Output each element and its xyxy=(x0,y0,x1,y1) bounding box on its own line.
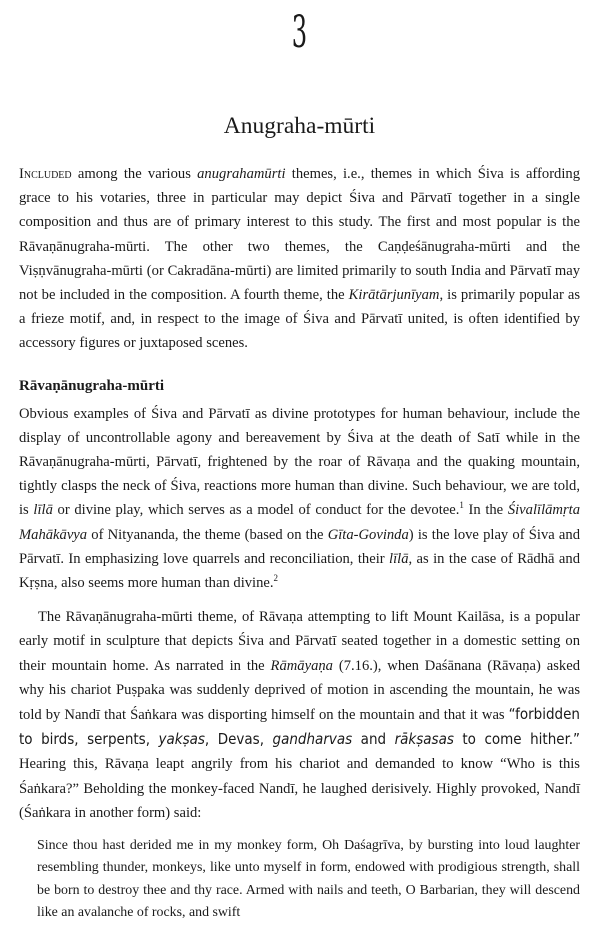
intro-paragraph: Included among the various anugrahamūrti themes, i.e., themes in which Śiva is affording grace to his votaries, three in particular may depict Śiva and Pārvatī together in a single composition and thus are of primary interest to this study. The first and most popular is the Rāvaṇānugraha-mūrti. The other two themes, the Caṇḍeśānugraha-mūrti and the Viṣṇvānugraha-mūrti (or Cakradāna-mūrti) are limited primarily to south India and Pārvatī may not be included in the composition. A fourth theme, the Kirātārjunīyam, is primarily popular as a frieze motif, and, in respect to the image of Śiva and Pārvatī united, is often identified by accessory figures or juxtaposed scenes. xyxy=(19,166,580,352)
footnote-ref-2[interactable]: 2 xyxy=(273,573,279,584)
body-paragraph-1: Obvious examples of Śiva and Pārvatī as divine prototypes for human behaviour, include the display of uncontrollable agony and bereavement by Śiva at the death of Satī while in the Rāvaṇānugraha-mūrti, Pārvatī, frightened by the roar of Rāvaṇa and the quaking mountain, tightly clasps the neck of Śiva, reactions more human than divine. Such behaviour, we are told, is līlā or divine play, which serves as a model of conduct for the devotee.$^1$ In the Śivalīlāmṛta Mahākāvya of Nityananda, the theme (based on the Gīta-Govinda) is the love play of Śiva and Pārvatī. In emphasizing love quarrels and reconciliation, their līlā, as in the case of Rādhā and Kṛṣna, also seems more human than divine.$^2$ xyxy=(19,405,580,592)
lead-word: Included xyxy=(19,166,72,182)
footnote-ref-1[interactable]: 1 xyxy=(459,500,464,511)
block-quote: Since thou hast derided me in my monkey form, Oh Daśagrīva, by bursting into loud laughter resembling thunder, monkeys, like unto myself in form, endowed with prodigious strength, shall be born to destroy thee and thy race. Armed with nails and teeth, O Barbarian, they will descend like an avalanche of rocks, and swift xyxy=(37,838,580,921)
body-paragraph-2: The Rāvaṇānugraha-mūrti theme, of Rāvaṇa attempting to lift Mount Kailāsa, is a popular early motif in sculpture that depicts Śiva and Pārvatī seated together in a domestic setting on their mountain home. As narrated in the Rāmāyaṇa (7.16.), when Daśānana (Rāvaṇa) asked why his chariot Puṣpaka was suddenly deprived of motion in ascending the mountain, he was told by Nandī that Śaṅkara was disporting himself on the mountain and that it was “forbidden to birds, serpents, yakṣas, Devas, gandharvas and rākṣasas to come hither.” Hearing this, Rāvaṇa leapt angrily from his chariot and demanded to know “Who is this Śaṅkara?” Beholding the monkey-faced Nandī, he laughed derisively. Highly provoked, Nandī (Śaṅkara in another form) said: xyxy=(19,609,581,821)
quoted-phrase: “forbidden to birds, serpents, yakṣas, Devas, gandharvas and rākṣasas to come hither.” xyxy=(19,705,581,749)
section-heading: Rāvaṇānugraha-mūrti xyxy=(19,377,165,394)
chapter-title: Anugraha-mūrti xyxy=(223,113,376,139)
chapter-number: 3 xyxy=(291,7,308,58)
